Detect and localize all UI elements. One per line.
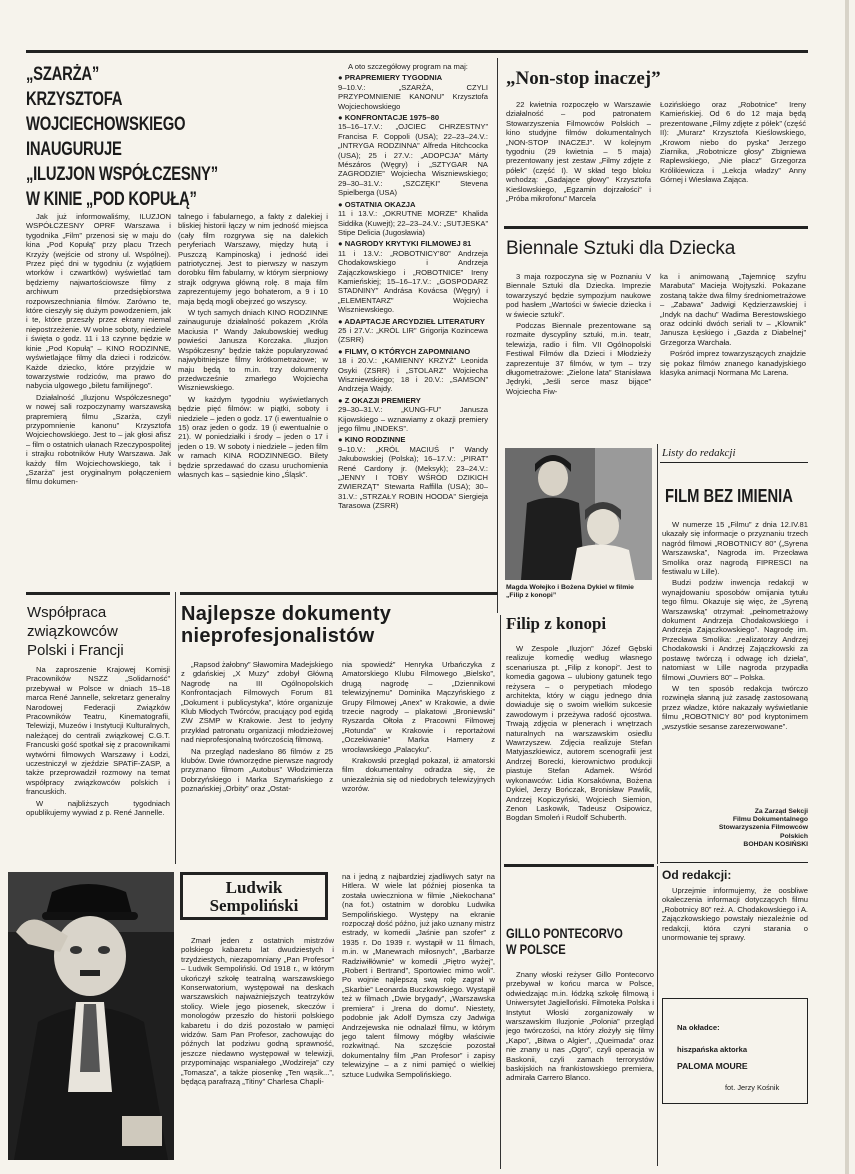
film-still-photo (505, 448, 652, 580)
paragraph: Działalność „Iluzjonu Współczesnego” w nowej sali rozpoczynamy warszawską prapremierą filmu „Szarża, czyli przypomnienie kanonu” Krzysztofa Wojciechowskiego. Jest to – jak głosi afisz – film o ostatnich ułanach Rzeczypospolitej i strajku robotników Huty Warszawa. Jak każdy film Wojciechowskiego, tak i „Szarża” jest oryginalnym połączeniem filmu dokumen- (26, 392, 171, 487)
paragraph: Znany włoski reżyser Gillo Pontecorvo przebywał w końcu marca w Polsce, odwiedzając m.in. łódzką szkołę filmową i Uniwersytet Jagielloński. Filmoteka Polska i Instytut Włoski zorganizowały w warszawskim Iluzjonie „Polonia” przegląd jego twórczości, na który złożyły się filmy „Kapo”, „Bitwa o Algier”, „Queimada” oraz nie znany u nas „Ogro”, czyli operacja w Baskonii, czyli zamach terrorystów baskijskich na frankistowskiego premiera, admirała Carrero Blanco. (506, 970, 654, 1083)
headline-line: W POLSCE (506, 941, 566, 957)
sempolinski-photo (8, 872, 174, 1160)
paragraph: W tych samych dniach KINO RODZINNE zainauguruje działalność pokazem „Króla Maciusia I” Wandy Jakubowskiej według powieści Janusza Korczaka. „Iluzjon Współczesny” będzie także popularyzować najwybitniejsze filmy krótkometrażowe; w maju będą to m.in. trzy dokumenty przedwcześnie zmarłego Wojciecha Wiszniewskiego. (178, 308, 328, 393)
szarza-col-1 (26, 212, 171, 584)
sempolinski-col-2 (342, 872, 495, 1162)
filip-text (506, 644, 652, 854)
listy-section-label: Listy do redakcji (662, 447, 736, 459)
program-entry: 9–10.V.: „KRÓL MACIUŚ I” Wandy Jakubowskiej (Polska); 16–17.V.: „PIRAT” René Cardony jr. (Meksyk); 23–24.V.: „JENNY I TOBY WŚRÓD DZIKICH ZWIERZĄT” Stewarta Raffilla (USA); 30–31.V.: „STRZAŁY ROBIN HOODA” Siergieja Tarasowa (ZSRR) (338, 444, 488, 511)
paragraph: „Rapsod żałobny” Sławomira Madejskiego z gdańskiej „X Muzy” zdobył Główną Nagrodę na III Ogólnopolskich Konfrontacjach Filmowych Forum 81 „Dokument i publicystyka”, które organizuje Klub Młodych Twórców, pracujący pod egidą ZW ZSMP w Krakowie. Jest to jedyny przykład patronatu organizacji młodzieżowej nad nieprofesjonalną twórczością filmową. (181, 660, 333, 745)
paragraph: W najbliższych tygodniach opublikujemy wywiad z p. René Jannelle. (26, 798, 170, 818)
paragraph: W numerze 15 „Filmu” z dnia 12.IV.81 ukazały się informacje o przyznaniu trzech nagród filmowi „ROBOTNICY 80” („Syrena Warszawska”, Nagroda im. Przecława Smolika oraz nagrodą FIPRESCI na festiwalu w Lille). (662, 520, 808, 577)
paragraph: Uprzejmie informujemy, że oosbliwe okaleczenia informacji dotyczących filmu „Robotnicy 80” reż. A. Chodakowskiego i A. Zajączkowskiego powstały niezależnie od redakcji, która czyni starania o unormowanie tej sprawy. (662, 886, 808, 943)
nonstop-headline: „Non-stop inaczej” (506, 68, 661, 89)
reply-text (662, 886, 808, 974)
paragraph: na i jedną z najbardziej zjadliwych satyr na Hitlera. W wiele lat później piosenka ta została uwieczniona w filmie „Niekochana” (na fot.) ostatnim w dorobku Ludwika Sempolińskiego. Występy na ekranie rozpoczął dość późno, już jako uznany mistrz estrady, w komedii „Jaśnie pan szofer” z 1935 r. Do 1939 r. wystąpił w 11 filmach, m.in. w „Manewrach miłosnych”, „Barbarze Radziwiłłównie” w komedii „Piętro wyżej”, „Robert i Bertrand”, Sportowiec mimo woli”. Po wojnie najlepszą swą rolę zagrał w „Skarbie” Leonarda Buczkowskiego. Wystąpił też w filmach „Dwie brygady”, „Warszawska premiera” i „Irena do domu”. Niestety, podobnie jak Adolf Dymsza czy Jadwiga Andrzejewska nie odnalazł filmu, w którym jego talent filmowy mógłby właściwie rozkwitnąć. Na szczęście pozostał dokumentalny film „Pan Profesor” i zapisy telewizyjne – a z nimi pamięć o wielkiej sztuce Ludwika Sempolińskiego. (342, 872, 495, 1079)
paragraph: W ten sposób redakcja twórczo rozwinęła słanną już zasadę zastosowaną przez władze, które nakazały wyświetlanie filmu „ROBOTNICY 80” pod kryptonimem „wszystkie sesanse zarezerwowane”. (662, 683, 808, 731)
szarza-col-2 (178, 212, 328, 584)
paragraph: ka i animowaną „Tajemnicę szyfru Marabuta” Macieja Wojtyszki. Pokazane zostaną także dwa filmy średniometrażowe – „Zabawa” Jadwigi Kędzierzawskiej i „Indyk na dachu” Wadima Berestowskiego oraz odcinki dwóch seriali tv – „Klownik” Janusza Łęskiego i „Gazda z Diabelnej” Grzegorza Warchała. (660, 272, 806, 347)
biennale-col-2 (660, 272, 806, 414)
film-still-image (505, 448, 652, 580)
cover-subject: hiszpańska aktorka (677, 1045, 748, 1054)
section-rule (180, 592, 498, 595)
headline-line: Sempoliński (209, 896, 299, 915)
caption-line: „Filip z konopi” (506, 592, 557, 600)
program-section-heading: ● NAGRODY KRYTYKI FILMOWEJ 81 (338, 239, 472, 249)
page-edge (845, 0, 849, 1174)
headline-line: Ludwik (225, 878, 283, 897)
gillo-text (506, 970, 654, 1162)
column-divider (500, 615, 501, 1169)
paragraph: Na przegląd nadesłano 86 filmów z 25 klubów. Dwie równorzędne pierwsze nagrody przyznano filmom „Autobus” Włodzimierza Dobrzyńskiego i Marka Szymańskiego z poznańskiej „Orbity” oraz „Ostat- (181, 746, 333, 794)
headline-line: nieprofesjonalistów (181, 625, 375, 647)
filip-headline: Filip z konopi (506, 614, 607, 633)
program-section-heading: ● KONFRONTACJE 1975–80 (338, 113, 440, 123)
cover-credit: fot. Jerzy Kośnik (725, 1083, 780, 1092)
paragraph: talnego i fabularnego, a fakty z dalekiej i bliskiej historii łączy w nim jedność miejsca (cały film rozgrywa się na dalekich peryferiach Warszawy, między hutą i Puszczą Kampinoską) i jedność idei patriotycznej. Jest to pierwszy w naszym dorobku film fabularny, w którym sierpniowy strajk odgrywa główną rolę. 8 maja film zaprezentujemy jego bohaterom, a 9 i 10 maja będą mogli obejrzeć go wszyscy. (178, 212, 328, 306)
column-divider (657, 866, 658, 1166)
top-rule (26, 50, 808, 53)
paragraph: Zmarł jeden z ostatnich mistrzów polskiego kabaretu lat dwudziestych i trzydziestych, niezapomniany „Pan Profesor” – Ludwik Sempoliński. Od 1918 r., w którym ukończył szkołę teatralną warszawskiego Konserwatorium, występował na deskach warszawskich najważniejszych teatrzyków stolicy. Wiele jego piosenek, skeczów i monologów przeszło do historii polskiego kabaretu i do dziś pozostało w pamięci widzów. Sam Pan Profesor, zachowując do późnych lat podziwu godną sprawność, jeszcze niedawno występował w telewizji, przypominając wspaniałego „Wodzireja” czy „Tomasza”, a także piosenkę „Ten wąsik...”, będącą parafrazą „Titiny” Charlesa Chapli- (181, 936, 334, 1087)
program-entry: 11 i 13.V.: „ROBOTNICY’80” Andrzeja Chodakowskiego i Andrzeja Zajączkowskiego i „ROBOTNICE” Ireny Kamieńskiej; 15–16–17.V.: „GOSPODARZ STADNINY” Andrása Kovácsa (Węgry) i „ELEMENTARZ” Wojciecha Wiszniewskiego. (338, 248, 488, 315)
headline-line: „ILUZJON WSPÓŁCZESNY” (26, 164, 218, 185)
najlepsze-col-1 (181, 660, 333, 860)
section-rule (660, 862, 808, 863)
paragraph: nia spowiedź” Henryka Urbańczyka z Amatorskiego Klubu Filmowego „Bielsko”, drugą nagrodę – „Dziennikowi telewizyjnemu” Dominika Mączyńskiego z Grupy Filmowej „Anex” w Krakowie, a dwie trzecie nagrody – plakatowi „Broniewski” Ryszarda Ołtoła z Pracowni Filmowej „Rotunda” w Krakowie i reportażowi „Oczekiwanie” Marka Hamery z wrocławskiego „Palacyku”. (342, 660, 495, 754)
paragraph: Łozińskiego oraz „Robotnice” Ireny Kamieńskiej. Od 6 do 12 maja będą prezentowane „Filmy zdjęte z półek” (część II): „Murarz” Krzysztofa Kieślowskiego, „Krowom niebo do pyska” Jerzego Ziarnika, „Robotnicze głosy” Zbigniewa Raplewskiego, „Nie płacz” Grzegorza Królikiewicza i „Lekcja władzy” Anny Górnej i Wiesława Zająca. (660, 100, 806, 185)
nonstop-col-1 (506, 100, 651, 216)
program-section-heading: ● Z OKAZJI PREMIERY (338, 395, 421, 405)
program-section-heading: ● OSTATNIA OKAZJA (338, 199, 416, 209)
program-intro: A oto szczegółowy program na maj: (348, 62, 468, 71)
najlepsze-col-2 (342, 660, 495, 860)
paragraph: Jak już informowaliśmy, ILUZJON WSPÓŁCZESNY OPRF Warszawa i tygodnika „Film” przenosi się w maju do kina „Pod Kopułą” przy placu Trzech Krzyży (wejście od strony ul. Wspólnej). Przez pięć dni w tygodniu (z wyjątkiem wtorków i czwartków) wyświetlać tam będziemy najwartościowsze filmy z archiwum przedsiębiorstwa rozpowszechniania filmów. Zarówno te, które cieszyły się dużym powodzeniem, jak i te, które przeszły przez ekrany niemal niepostrzeżenie. W wolne soboty, niedziele i święta o godz. 11 i 13 czynne będzie w kinie „Pod Kopułą” – KINO RODZINNE, wyświetlające filmy dla dzieci i rodziców. Każde dziecko, które przyjdzie w towarzystwie rodziców, ma prawo do nabycia ulgowego „biletu familijnego”. (26, 212, 171, 391)
paragraph: Na zaproszenie Krajowej Komisji Pracowników NSZZ „Solidarność” przebywał w Polsce w dniach 15–18 marca René Jannelle, sekretarz generalny Narodowej Federacji Związków Pracowników Teatru, Kinematografii, Telewizji, Muzeów i Instytucji Kulturalnych, należącej do centrali związkowej C.G.T. Francuski gość spotkał się z pracownikami wytwórni filmowych Warszawy i Łodzi, uczestniczył w zjeździe SPATiF-ZASP, a także przeprowadził rozmowy na temat współpracy związkowców polskich i francuskich. (26, 665, 170, 797)
column-divider (497, 58, 498, 613)
wspolpraca-headline (27, 603, 124, 660)
paragraph: 22 kwietnia rozpoczęło w Warszawie działalność – pod patronatem Stowarzyszenia Filmowców Polskich – kino studyjne filmów dokumentalnych „NON-STOP INACZEJ”. W kolejnym tygodniu (29 kwietnia – 5 maja) prezentowany jest zestaw „Filmy zdjęte z półek” (część I). W skład tego bloku wchodzą: „Gadające głowy” Krzysztofa Kieślowskiego, „Egzamin dojrzałości” i „Próba mikrofonu” Marcela (506, 100, 651, 204)
nonstop-col-2 (660, 100, 806, 216)
program-entry: 9–10.V.: „SZARŻA, CZYLI PRZYPOMNIENIE KANONU” Krzysztofa Wojciechowskiego (338, 82, 488, 111)
headline-line: KRZYSZTOFA WOJCIECHOWSKIEGO (26, 89, 186, 135)
signature-line: Za Zarząd Sekcji (754, 808, 808, 815)
sempolinski-image (8, 872, 174, 1160)
program-column (338, 62, 488, 587)
paragraph: Pośród imprez towarzyszących znajdzie się pokaz filmów znanego kanadyjskiego klasyka animacji Normana Mc Larena. (660, 349, 806, 378)
signature-line: BOHDAN KOSIŃSKI (743, 840, 808, 848)
caption-line: Magda Wołejko i Bożena Dykiel w filmie (506, 584, 634, 591)
biennale-col-1 (506, 272, 651, 414)
listy-headline: FILM BEZ IMIENIA (665, 486, 793, 506)
program-section-heading: ● ADAPTACJE ARCYDZIEŁ LITERATURY (338, 316, 485, 326)
wspolpraca-text (26, 665, 170, 863)
paragraph: W Zespole „Iluzjon” Józef Gębski realizuje komedię według własnego scenariusza pt. „Filip z konopi”. Jest to komedia gagowa – ulubiony gatunek tego reżysera – o perypetiach młodego architekta, który w ciągu jednego dnia dowiaduje się o swoim wielkim sukcesie zawodowym i przeżywa radość ojcostwa. Trwają zdjęcia w plenerach i wnętrzach naturalnych na warszawskim osiedlu Wawrzyszew. Zdjęcia realizuje Stefan Matyjaszkiewicz, autorem scenografii jest Andrzej Borecki, kierownictwo produkcji piastuje Stefan Adamek. Wśród wykonawców: Lidia Korsakówna, Bożena Dykiel, Jerzy Bończak, Bronisław Pawlik, Andrzej Kopiczyński, Wojciech Siemion, Zenon Laskowik, Tadeusz Osipowicz, Bogdan Smoleń i Rudolf Schuberth. (506, 644, 652, 823)
listy-signature (662, 808, 808, 849)
paragraph: W każdym tygodniu wyświetlanych będzie pięć filmów: w piątki, soboty i niedziele – jeden o godz. 17 (i ewentualnie o 15) oraz jeden o godz. 19 (i ewentualnie o 21). W poniedziałki i środy – jeden o 17 i jeden o 19. W soboty i niedziele – jeden film w ramach KINA RODZINNEGO. Bilety będzie sprzedawać do czasu uruchomienia własnych kas – sąsiednie kino „Śląsk”. (178, 394, 328, 479)
paragraph: Podczas Biennale prezentowane są rozmaite dyscypliny sztuki, m.in. teatr, telewizja, radio i film. VII Ogólnopolski Festiwal Filmów dla Dzieci i Młodzieży zaprezentuje 37 filmów, w tym – trzy długometrażowe: „Zielone lata” Stanisława Jędryki, „Jeśli serce masz bijące” Wojciecha Fiw- (506, 321, 651, 396)
headline-line: INAUGURUJE (26, 139, 122, 160)
program-section-heading: ● KINO RODZINNE (338, 435, 406, 445)
photo-caption (506, 584, 656, 601)
headline-line: Najlepsze dokumenty (181, 603, 392, 625)
headline-line: związkowców (27, 623, 118, 640)
section-rule (504, 864, 654, 867)
paragraph: 3 maja rozpoczyna się w Poznaniu V Biennale Sztuki dla Dziecka. Imprezie towarzyszyć będzie sympozjum naukowe pod hasłem „Wartości w świecie dziecka i w świecie sztuki”. (506, 272, 651, 319)
column-divider (175, 592, 176, 864)
signature-line: Stowarzyszenia Filmowców (718, 824, 808, 832)
headline-line: GILLO PONTECORVO (506, 925, 623, 941)
headline-line: Współpraca (27, 604, 107, 621)
section-rule (504, 226, 808, 229)
headline-line: „SZARŻA” (26, 64, 100, 85)
section-rule (660, 462, 808, 463)
program-entry: 29–30–31.V.: „KUNG-FU” Janusza Kijowskiego – wznawiamy z okazji premiery jego filmu „INDEKS”. (338, 405, 488, 434)
biennale-headline: Biennale Sztuki dla Dziecka (506, 238, 736, 259)
program-entry: 11 i 13.V.: „OKRUTNE MORZE” Khalida Siddika (Kuwejt); 22–23–24.V.: „SUTJESKA” Stipe Delicia (Jugosławia) (338, 209, 488, 237)
cover-label: Na okładce: (677, 1023, 720, 1032)
cover-info-box (662, 998, 808, 1104)
program-entry: 18 i 20.V.: „KAMIENNY KRZYŻ” Leonida Osyki (ZSRR) i „STOLARZ” Wojciecha Wiszniewskiego; 18 i 20.V.: „SAMSON” Andrzeja Wajdy. (338, 356, 488, 394)
headline-line: W KINIE „POD KOPUŁĄ” (26, 189, 197, 210)
signature-line: Filmu Dokumentalnego (732, 816, 808, 824)
cover-name: PALOMA MOURE (677, 1061, 748, 1071)
sempolinski-headline-box (180, 872, 328, 920)
program-section-heading: ● FILMY, O KTÓRYCH ZAPOMNIANO (338, 346, 471, 356)
sempolinski-col-1 (181, 936, 334, 1160)
section-rule (26, 592, 170, 595)
column-divider (657, 444, 658, 864)
program-entry: 15–16–17.V.: „OJCIEC CHRZESTNY” Francisa F. Coppoli (USA); 22–23–24.V.: „INTRYGA RODZINNA” Alfreda Hitchcocka (USA); 25 i 27.V.: „ADOPCJA” Márty Mészáros (Węgry) i „SZTYGAR NA ZAGRODZIE” Wojciecha Wiszniewskiego; 29–30–31.V.: „SZCZĘKI” Stevena Spielberga (USA) (338, 122, 488, 198)
headline-line: Polski i Francji (27, 642, 124, 659)
program-section-heading: ● PRAPREMIERY TYGODNIA (338, 73, 443, 83)
najlepsze-headline (181, 603, 391, 647)
gillo-headline (506, 925, 652, 957)
program-list (338, 73, 488, 510)
paragraph: Budzi podziw inwencja redakcji w wynajdowaniu sposobów omijania tytułu tego filmu. Okazuje się więc, że „Syreną Warszawską” otrzymał: „pełnometrażowy dokument Andrzeja Chodakowskiego i Andrzeja Zajączkowskiego”. Nagrodę im. Przecława Smolika: „realizatorzy Andrzej Chodakowski i Andrzej Zajączkowski za postawę twórczą i odwagę ich dzieła”, natomiast w Lille nagroda przypadła filmowi „Ouvriers 80” – Polska. (662, 578, 808, 682)
program-entry: 25 i 27.V.: „KRÓL LIR” Grigorija Kozincewa (ZSRR) (338, 325, 488, 345)
reply-heading: Od redakcji: (662, 868, 732, 882)
szarza-headline (26, 62, 336, 210)
paragraph: Krakowski przegląd pokazał, iż amatorski film dokumentalny odradza się, że uniezależnia się od niedobrych telewizyjnych wzorów. (342, 756, 495, 794)
signature-line: Polskich (780, 832, 808, 840)
listy-text (662, 520, 808, 802)
